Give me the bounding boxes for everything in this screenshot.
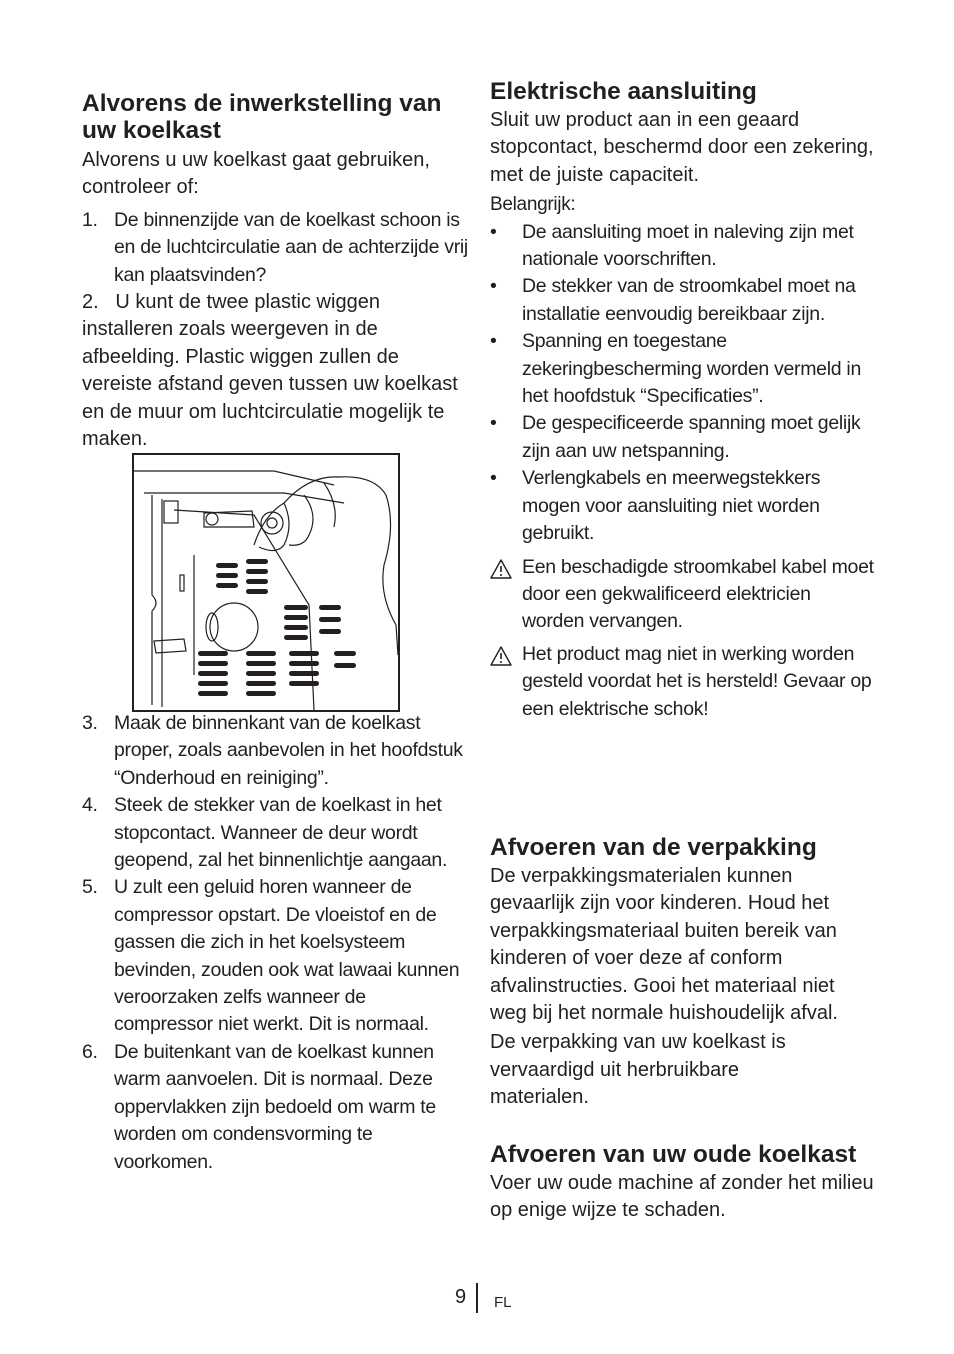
list-item: 3. Maak de binnenkant van de koelkast proper, zoals aanbevolen in het hoofdstuk “Onderhoud en reiniging”. — [82, 712, 463, 789]
bullet-icon: • — [490, 467, 497, 490]
list-item: 4. Steek de stekker van de koelkast in het stopcontact. Wanneer de deur wordt geopend, zal het binnenlichtje aangaan. — [82, 794, 448, 872]
electrical-bullet-list — [490, 219, 874, 548]
warning-item: Een beschadigde stroomkabel kabel moet door een gekwalificeerd elektricien worden vervangen. — [490, 554, 874, 636]
bullet-item: • De aansluiting moet in naleving zijn met nationale voorschriften. — [490, 220, 854, 271]
page-number: 9 — [455, 1286, 467, 1308]
list-item: 6. De buitenkant van de koelkast kunnen warm aanvoelen. Dit is normaal. Deze oppervlakken zijn bedoeld om warm te worden om condensvorming te voorkomen. — [82, 1040, 436, 1173]
warning-triangle-icon — [490, 646, 512, 666]
wedges-paragraph: 2. U kunt de twee plastic wiggen installeren zoals weergeven in de afbeelding. Plastic wiggen zullen de vereiste afstand geven tussen uw koelkast en de muur om luchtcirculatie mogelijk te maken. — [82, 291, 458, 451]
warning-triangle-icon — [490, 559, 512, 579]
bullet-icon: • — [490, 220, 497, 243]
bullet-icon: • — [490, 275, 497, 298]
list-item: 5. U zult een geluid horen wanneer de compressor opstart. De vloeistof en de gassen die zich in het koelsysteem bevinden, zouden ook wat lawaai kunnen veroorzaken zelfs wanneer de compressor niet werkt. Dit is normaal. — [82, 876, 460, 1036]
list-item: 1. De binnenzijde van de koelkast schoon is en de luchtcirculatie aan de achterzijde vrij kan plaatsvinden? — [82, 208, 468, 286]
footer-divider — [476, 1283, 478, 1313]
language-code: FL — [494, 1294, 512, 1311]
bullet-icon: • — [490, 412, 497, 435]
old-fridge-text: Voer uw oude machine af zonder het milieu op enige wijze te schaden. — [490, 1172, 874, 1222]
electrical-intro: Sluit uw product aan in een geaard stopcontact, beschermd door een zekering, met de juiste capaciteit. — [490, 109, 874, 186]
warning-item: Het product mag niet in werking worden gesteld voordat het is hersteld! Gevaar op een elektrische schok! — [490, 641, 874, 723]
section-heading-old-fridge: Afvoeren van uw oude koelkast — [490, 1141, 857, 1168]
bullet-item: • De stekker van de stroomkabel moet na installatie eenvoudig bereikbaar zijn. — [490, 275, 856, 325]
fridge-back-with-hand-illustration — [134, 455, 398, 710]
section-heading-before-use: Alvorens de inwerkstelling van uw koelkast — [82, 90, 442, 144]
important-label: Belangrijk: — [490, 194, 576, 216]
section-heading-electrical: Elektrische aansluiting — [490, 78, 757, 105]
packaging-text-1: De verpakkingsmaterialen kunnen gevaarlijk zijn voor kinderen. Houd het verpakkingsmateriaal buiten bereik van kinderen of voer deze af conform afvalinstructies. Gooi het materiaal niet weg bij het normale huishoudelijk afval. — [490, 865, 838, 1025]
intro-text: Alvorens u uw koelkast gaat gebruiken, controleer of: — [82, 149, 430, 199]
numbered-list — [82, 710, 468, 1176]
bullet-item: • De gespecificeerde spanning moet gelijk zijn aan uw netspanning. — [490, 412, 861, 462]
bullet-item: • Spanning en toegestane zekeringbescherming worden vermeld in het hoofdstuk “Specificaties”. — [490, 330, 861, 408]
bullet-item: • Verlengkabels en meerwegstekkers mogen voor aansluiting niet worden gebruikt. — [490, 467, 821, 545]
wedge-installation-illustration — [132, 453, 400, 712]
packaging-text-2: De verpakking van uw koelkast is vervaardigd uit herbruikbare materialen. — [490, 1031, 786, 1109]
warning-list — [490, 554, 874, 723]
bullet-icon: • — [490, 330, 497, 353]
section-heading-packaging: Afvoeren van de verpakking — [490, 834, 817, 861]
